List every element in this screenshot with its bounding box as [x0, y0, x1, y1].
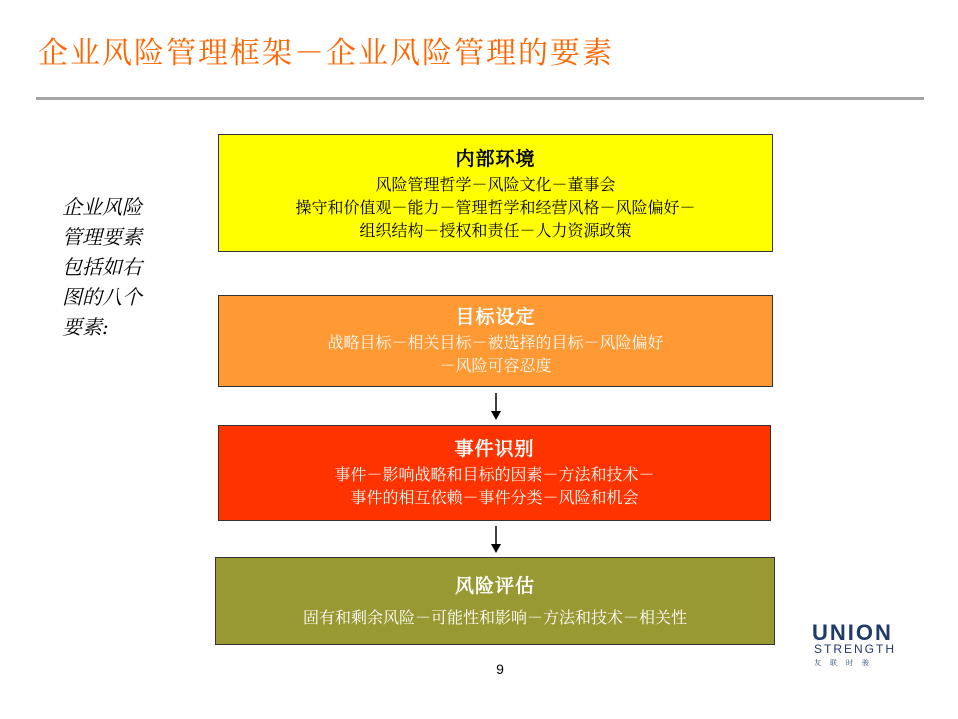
title-divider	[36, 97, 924, 100]
box-title: 风险评估	[454, 575, 535, 597]
box-line: 事件－影响战略和目标的因素－方法和技术－	[334, 465, 655, 484]
box-line: 固有和剩余风险－可能性和影响－方法和技术－相关性	[302, 608, 687, 627]
box-line: －风险可容忍度	[439, 356, 552, 375]
page-title: 企业风险管理框架－企业风险管理的要素	[38, 36, 614, 71]
box-title: 事件识别	[454, 438, 535, 460]
logo-chinese-text: 友联时骏	[814, 659, 878, 667]
risk-assessment-box	[215, 557, 775, 645]
box-line: 组织结构－授权和责任－人力资源政策	[359, 221, 632, 240]
side-note-line: 管理要素	[62, 225, 142, 249]
side-note-line: 包括如右	[62, 255, 142, 279]
arrow-down-icon	[489, 526, 503, 554]
side-note-line: 要素:	[62, 315, 109, 339]
logo-sub-text: STRENGTH	[814, 642, 896, 656]
logo-main-text: UNION	[812, 620, 893, 645]
box-line: 风险管理哲学－风险文化－董事会	[375, 175, 616, 194]
event-identification-box	[218, 425, 771, 521]
box-line: 操守和价值观－能力－管理哲学和经营风格－风险偏好－	[295, 198, 696, 217]
page-number: 9	[496, 661, 504, 677]
arrow-down-icon	[489, 393, 503, 421]
internal-environment-box	[218, 134, 773, 252]
box-title: 内部环境	[455, 148, 536, 170]
company-logo	[810, 620, 920, 670]
box-line: 事件的相互依赖－事件分类－风险和机会	[350, 488, 639, 507]
side-note-line: 企业风险	[62, 195, 142, 219]
box-line: 战略目标－相关目标－被选择的目标－风险偏好	[327, 333, 664, 352]
side-note-line: 图的八个	[62, 285, 142, 309]
box-title: 目标设定	[455, 306, 536, 328]
side-note	[62, 192, 162, 342]
objective-setting-box	[218, 295, 773, 387]
